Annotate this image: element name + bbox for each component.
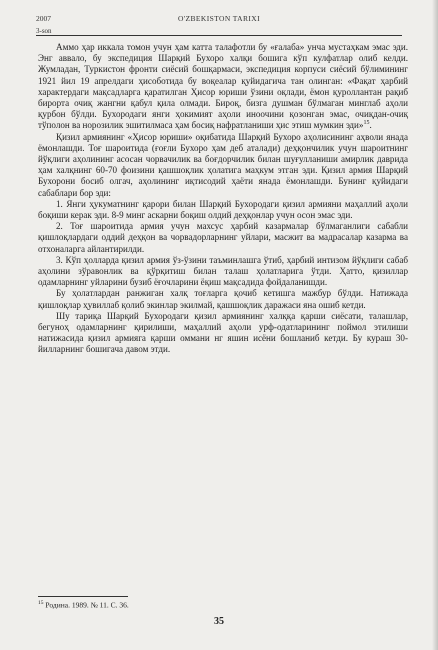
paragraph: 2. Тоғ шароитида армия учун махсус ҳарбий казармалар бўлмаганлиги сабабли қишлоқлардаги оддий деҳқон ва чорвадорларнинг уйлари, масжит ва мадрасалар казарма ва отхоналарга айлантирилди. xyxy=(38,221,408,254)
paragraph: Шу тариқа Шарқий Бухородаги қизил армиянинг халққа қарши сиёсати, талашлар, бегуноҳ одамларнинг қирилиши, маҳаллий аҳоли урф-одатларининг поймол этилиши натижасида қизил армияга қарши оммани нг яшин исёни бошланиб кетди. Бу кураш 30-йилларнинг бошигача давом этди. xyxy=(38,310,408,355)
footnote-text: Родина. 1989. № 11. С. 36. xyxy=(45,600,129,610)
page-edge-shadow xyxy=(432,0,438,650)
issue-number: 3-son xyxy=(36,27,52,35)
header-year: 2007 xyxy=(36,14,51,23)
footnote-reference: 15 xyxy=(363,120,370,127)
article-body xyxy=(38,42,408,356)
header-divider xyxy=(36,35,402,36)
paragraph: Аммо ҳар иккала томон учун ҳам катта талафотли бу «ғалаба» унча мустаҳкам эмас эди. Энг аввало, бу экспедиция Шарқий Бухоро халқи бошига кўп кулфатлар олиб келди. Жумладан, Туркистон фронти сиёсий бошқармаси, экспедиция корпуси сиёсий бўлимининг 1921 йил 19 апрелдаги ҳисоботида бу воқеалар қуйидагича тан олинган: «Фақат ҳарбий характердаги мақсадларга қаратилган Ҳисор юриши ўзини оқлади, ёмон қуроллантан рақиб бирорта очиқ жангни қабул қила олмади. Бироқ, бизга душман бўлмаган минглаб аҳоли қурбон бўлди. Бухородаги янги ҳокимият аҳоли иноочини қозонган эмас, очиқдан-очиқ тўполон ва норозилик эшитилмаса ҳам босиқ нафратланиши ҳис этиш мумкин эди»$^{15}$. xyxy=(38,42,408,131)
paragraph: Қизил армиянинг «Ҳисор юриши» оқибатида Шарқий Бухоро аҳолисининг аҳволи янада ёмонлашди. Тоғ шароитида (ғоғли Бухоро ҳам деб аталади) деҳқончилик учун шароитнинг йўқлиги аҳолининг асосан чорвачилик ва боғдорчилик билан шуғулланиши амирлик даврида ҳам халқнинг 60-70 фоизини қашшоқлик ҳолатига маҳкум этган эди. Қизил армия Шарқий Бухорони босиб олгач, аҳолининг иқтисодий ҳаёти янада ёмонлашди. Бунинг қуйидаги сабаблари бор эди: xyxy=(38,131,408,198)
footnote-divider xyxy=(38,596,128,597)
paragraph: 3. Кўп ҳолларда қизил армия ўз-ўзини таъминлашга ўтиб, ҳарбий интизом йўқлиги сабаб аҳолини зўравонлик ва қўрқитиш билан талаш ҳолатларига ўтди. Ҳатто, қизиллар одамларнинг уйларини бузиб ёғочларини ёқиш мақсадида фойдаланишди. xyxy=(38,254,408,288)
footnote-number: 15 xyxy=(38,600,44,606)
footnote xyxy=(38,600,129,610)
page-number: 35 xyxy=(214,616,224,627)
journal-title: O'ZBEKISTON TARIXI xyxy=(177,14,261,23)
paragraph: Бу ҳолатлардан ранжиган халқ тоғларга қочиб кетишга мажбур бўлди. Натижада қишлоқлар ҳувиллаб қолиб экинлар экилмай, қашшоқлик даражаси яна ошиб кетди. xyxy=(38,288,408,310)
running-head xyxy=(36,14,402,26)
paragraph: 1. Янги ҳукуматнинг қарори билан Шарқий Бухородаги қизил армияни маҳаллий аҳоли боқиши керак эди. 8-9 минг аскарни боқиш олдий деҳқонлар учун осон эмас эди. xyxy=(38,198,408,221)
